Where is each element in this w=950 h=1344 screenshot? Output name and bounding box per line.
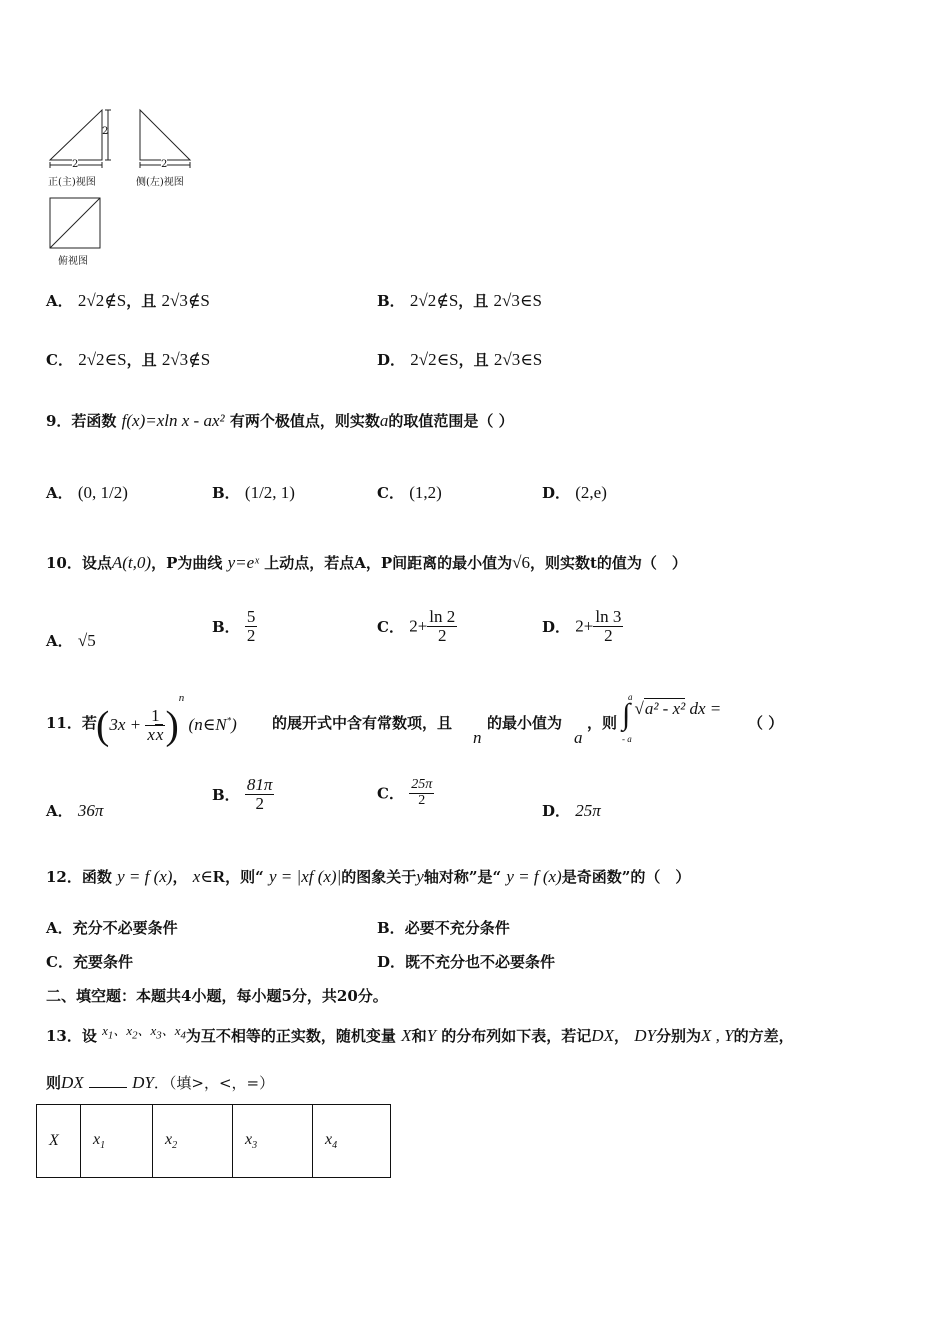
answer-blank[interactable] <box>89 1087 127 1088</box>
question-11: 11．若 <box>46 714 97 732</box>
q11-binomial: (3x + $\frac{1}{xx}$ )$^n$ (n∈N*) <box>96 692 237 748</box>
q12-option-b[interactable]: B．必要不充分条件 <box>377 919 510 937</box>
question-9: 9．若函数 f(x)=xln x - ax² 有两个极值点，则实数a的取值范围是（ ） <box>46 411 514 430</box>
q12-option-c[interactable]: C．充要条件 <box>46 953 133 971</box>
q11-option-a[interactable]: A． 36π <box>46 801 104 820</box>
question-12: 12．函数 y = f (x)， x∈R，则“ y = |xf (x)|的图象关于y轴对称”是“ y = f (x)是奇函数”的（ ） <box>46 867 691 886</box>
q10-option-b[interactable]: B． $\frac{5}{2}$ <box>212 607 256 645</box>
q9-function: f(x)=xln x - ax² <box>121 411 225 430</box>
q11-option-d[interactable]: D． 25π <box>542 801 601 820</box>
q9-option-d[interactable]: D． (2,e) <box>542 483 607 502</box>
question-11-text: 的展开式中含有常数项，且 <box>272 714 453 732</box>
table-header-x: X <box>37 1105 81 1178</box>
table-row <box>37 1105 391 1178</box>
q9-option-c[interactable]: C． (1,2) <box>377 483 442 502</box>
q11-option-b[interactable]: B． $\frac{81\pi}{2}$ <box>212 775 273 813</box>
q12-option-d[interactable]: D．既不充分也不必要条件 <box>377 953 556 971</box>
q8-option-d[interactable]: D． 2√2∈S，且 2√3∈S <box>377 350 543 369</box>
top-view <box>50 198 100 248</box>
question-13-line-2: 则DX DY．（填>，<，=） <box>46 1073 275 1092</box>
table-cell: $x_3$ <box>233 1105 313 1178</box>
q8-option-b[interactable]: B． 2√2∉S，且 2√3∈S <box>377 291 542 310</box>
q11-text-4: （ ） <box>748 714 784 732</box>
dim-front-width: 2 <box>72 159 79 170</box>
q9-option-b[interactable]: B． (1/2, 1) <box>212 483 295 502</box>
side-view-label: 侧(左)视图 <box>136 177 184 188</box>
dim-side-width: 2 <box>161 159 168 170</box>
q10-option-a[interactable]: A． √5 <box>46 631 96 650</box>
q10-option-d[interactable]: D． 2+ $\frac{\ln 3}{2}$ <box>542 607 622 645</box>
q11-var-n: n <box>473 728 482 747</box>
dim-front-height: 2 <box>102 126 109 137</box>
table-cell: $x_1$ <box>81 1105 153 1178</box>
q11-var-a: a <box>574 728 583 747</box>
q12-option-a[interactable]: A．充分不必要条件 <box>46 919 178 937</box>
q11-option-c[interactable]: C． $\frac{25\pi}{2}$ <box>377 777 433 808</box>
front-view-label: 正(主)视图 <box>48 177 96 188</box>
top-view-label: 俯视图 <box>58 256 88 267</box>
question-10: 10．设点A(t,0)，P为曲线 y=eˣ 上动点，若点A，P间距离的最小值为√6，则实数t的值为（ ） <box>46 553 687 572</box>
distribution-table <box>36 1104 391 1178</box>
table-cell: $x_4$ <box>313 1105 391 1178</box>
question-13: 13．设 $x_1$、$x_2$、$x_3$、$x_4$为互不相等的正实数，随机变量 X和Y 的分布列如下表，若记DX， DY分别为X , Y的方差， <box>46 1023 794 1045</box>
table-cell: $x_2$ <box>153 1105 233 1178</box>
q9-option-a[interactable]: A． (0, 1/2) <box>46 483 128 502</box>
q10-option-c[interactable]: C． 2+ $\frac{\ln 2}{2}$ <box>377 607 456 645</box>
q11-integral: a ∫ - a √a² - x² dx = <box>622 692 722 744</box>
q11-text-3: ，则 <box>587 714 618 732</box>
q8-option-a[interactable]: A． 2√2∉S，且 2√3∉S <box>46 291 210 310</box>
q11-text-2: 的最小值为 <box>487 714 563 732</box>
section-heading: 二、填空题：本题共4小题，每小题5分，共20分。 <box>46 987 388 1005</box>
q8-option-c[interactable]: C． 2√2∈S，且 2√3∉S <box>46 350 211 369</box>
front-view <box>50 110 111 168</box>
